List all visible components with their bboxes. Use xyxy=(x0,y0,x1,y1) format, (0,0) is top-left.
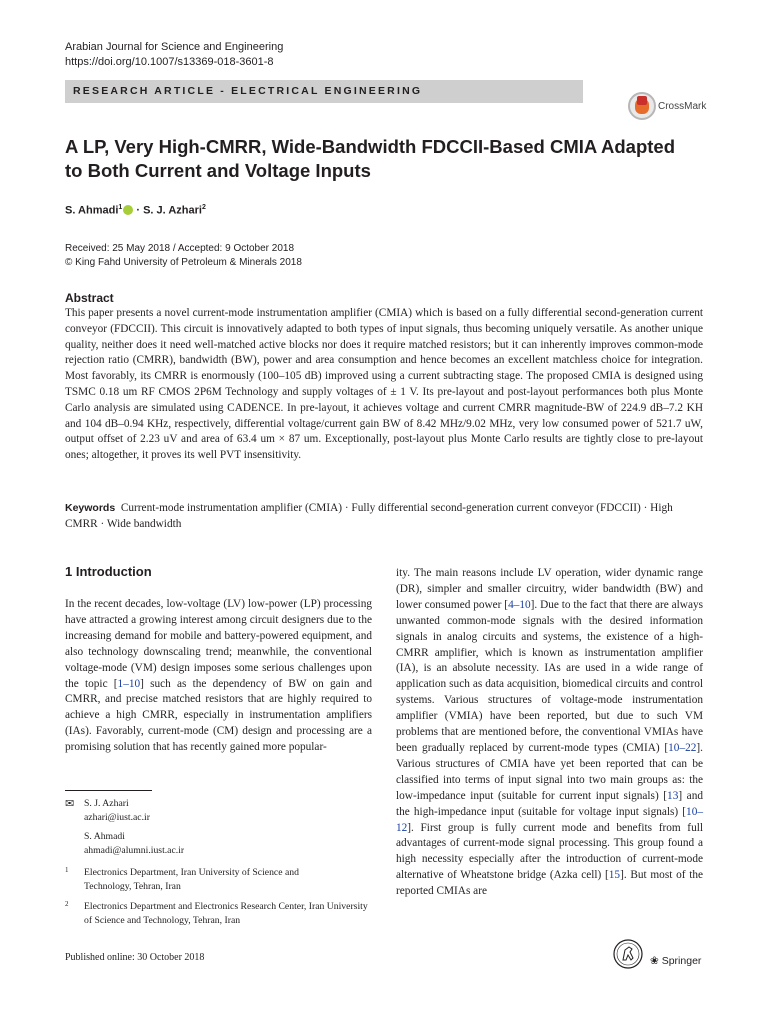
intro-text: In the recent decades, low-voltage (LV) low-power (LP) processing have attracted a growing interest among circuit designers due to the increasing demand for mobile and battery-powered equipment, and also technology downscaling trend; meanwhile, the conventional voltage-mode (VM) design imposes some serious challenges upon the topic [ xyxy=(65,598,372,690)
citation-link[interactable]: 10–22 xyxy=(668,741,697,754)
citation-link[interactable]: 10–12 xyxy=(396,805,703,834)
author-list xyxy=(65,204,206,217)
crossmark-label: CrossMark xyxy=(658,101,707,112)
article-dates xyxy=(65,242,302,270)
intro-column-1 xyxy=(65,597,372,756)
springer-horse-icon xyxy=(612,938,644,970)
intro-column-2 xyxy=(396,566,703,900)
intro-text: ity. The main reasons include LV operation, wider dynamic range (DR), simpler and smaller circuitry, wider bandwidth (BW) and lower consumed power [ xyxy=(396,567,703,611)
article-type-label: RESEARCH ARTICLE - ELECTRICAL ENGINEERING xyxy=(73,85,423,97)
affiliation-number: 1 xyxy=(65,866,69,874)
section-heading-introduction: 1 Introduction xyxy=(65,564,152,579)
doi-link[interactable]: https://doi.org/10.1007/s13369-018-3601-8 xyxy=(65,56,274,68)
author-name: S. Ahmadi xyxy=(84,831,125,842)
publisher-name: ❀ Springer xyxy=(650,955,702,967)
coauthor-contact xyxy=(84,830,184,857)
crossmark-icon xyxy=(628,92,656,120)
journal-header xyxy=(65,40,283,70)
received-accepted: Received: 25 May 2018 / Accepted: 9 October 2018 xyxy=(65,243,295,254)
affiliation-1: Electronics Department, Iran University of Science and Technology, Tehran, Iran xyxy=(84,867,299,892)
author-separator: · xyxy=(133,204,144,217)
crossmark-badge[interactable] xyxy=(628,92,706,122)
abstract-heading: Abstract xyxy=(65,291,114,305)
intro-text: ]. Due to the fact that there are always unwanted common-mode signals with the desired information signals in analog circuits and systems, the existence of a high-CMRR amplifier, which is known as instrumentation amplifier (IA), is an absolute necessity. IAs are used in a wide range of application such as data acquisition, biomedical circuits and control systems. Various structures of voltage-mode instrumentation amplifier (VMIA) have been reported, but due to such VM problems that are mentioned before, the conventional VMIAs have been gradually replaced by current-mode types (CMIA) [ xyxy=(396,598,703,754)
intro-text: ]. First group is fully current mode and benefits from full advantages of current-mode signal processing. This group found a high necessity especially after the introduction of current-mode alternative of Wheatstone bridge (Azka cell) [ xyxy=(396,821,703,882)
paper-title xyxy=(65,135,695,183)
journal-name: Arabian Journal for Science and Engineering xyxy=(65,41,284,53)
title-line-2: to Both Current and Voltage Inputs xyxy=(65,160,371,181)
author-email[interactable]: azhari@iust.ac.ir xyxy=(84,811,150,823)
corresponding-author xyxy=(84,797,150,824)
intro-text: ] and the high-impedance input (suitable for voltage input signals) [ xyxy=(396,789,703,818)
article-type-banner xyxy=(65,80,583,103)
citation-link[interactable]: 4–10 xyxy=(508,598,531,611)
affiliation-number: 2 xyxy=(65,900,69,908)
author-azhari[interactable]: S. J. Azhari xyxy=(143,204,202,217)
author-ahmadi[interactable]: S. Ahmadi xyxy=(65,204,119,217)
orcid-icon[interactable] xyxy=(123,205,133,215)
author-ahmadi-affil: 1 xyxy=(118,204,123,211)
citation-link[interactable]: 13 xyxy=(667,789,679,802)
intro-text: ]. But most of the reported CMIAs are xyxy=(396,869,703,898)
author-azhari-affil: 2 xyxy=(201,204,206,211)
citation-link[interactable]: 1–10 xyxy=(117,677,141,690)
copyright: © King Fahd University of Petroleum & Minerals 2018 xyxy=(65,257,302,268)
keywords xyxy=(65,501,703,533)
footnote-divider xyxy=(65,790,152,791)
affiliation-2: Electronics Department and Electronics Research Center, Iran University of Science and Technology, Tehran, Iran xyxy=(84,901,368,926)
citation-link[interactable]: 15 xyxy=(608,869,621,882)
keywords-label: Keywords xyxy=(65,502,116,514)
abstract-text: This paper presents a novel current-mode instrumentation amplifier (CMIA) which is based on a fully differential second-generation current conveyor (FDCCII). This circuit is innovatively adapted to both types of input signals, thus becoming uniquely versatile. As another unique quality, neither does it need well-matched active blocks nor does it require matched resistors; but it can inherently improves common-mode rejection ratio (CMRR), bandwidth (BW), power and area consumption and hence becomes an excellent matchless choice for integration. Most favorably, its CMRR is enormously (100–105 dB) improved using a current subtracting stage. The proposed CMIA is designed using TSMC 0.18 um RF CMOS 2P6M Technology and supply voltages of ± 1 V. Its pre-layout and post-layout performances both plus Monte Carlo analysis are simulated using CADENCE. In pre-layout, it achieves voltage and current CMRR magnitude-BW of 224.9 dB–7.2 KH and 104 dB–0.94 KHz, respectively, differential voltage/current gain BW of 8.42 MHz/9.02 MHz, very low consumed power of 521.7 uW, output offset of 2.23 uV and area of 63.4 um × 87 um. Exceptionally, post-layout plus Monte Carlo results are tightly close to pre-layout ones; altogether, it proves its well PVT insensitivity. xyxy=(65,307,703,462)
envelope-icon: ✉ xyxy=(65,798,75,810)
keywords-text: Current-mode instrumentation amplifier (CMIA) · Fully differential second-generation current conveyor (FDCCII) · High CMRR · Wide bandwidth xyxy=(65,502,673,530)
intro-text: ] such as the dependency of BW on gain and CMRR, and precise matched resistors that are highly required to achieve a high CMRR, especially in instrumentation amplifiers (IAs). Favorably, current-mode (CM) design and processing are a promising solution that has recently gained more popular- xyxy=(65,677,372,754)
author-email[interactable]: ahmadi@alumni.iust.ac.ir xyxy=(84,844,185,856)
title-line-1: A LP, Very High-CMRR, Wide-Bandwidth FDCCII-Based CMIA Adapted xyxy=(65,136,676,157)
intro-text: ]. Various structures of CMIA have yet been reported that can be classified into terms of input signal into two main groups as: the low-impedance input (suitable for current input signals) [ xyxy=(396,741,703,802)
published-date: Published online: 30 October 2018 xyxy=(65,952,205,963)
publisher-label: Springer xyxy=(661,955,702,967)
author-name: S. J. Azhari xyxy=(84,798,129,809)
